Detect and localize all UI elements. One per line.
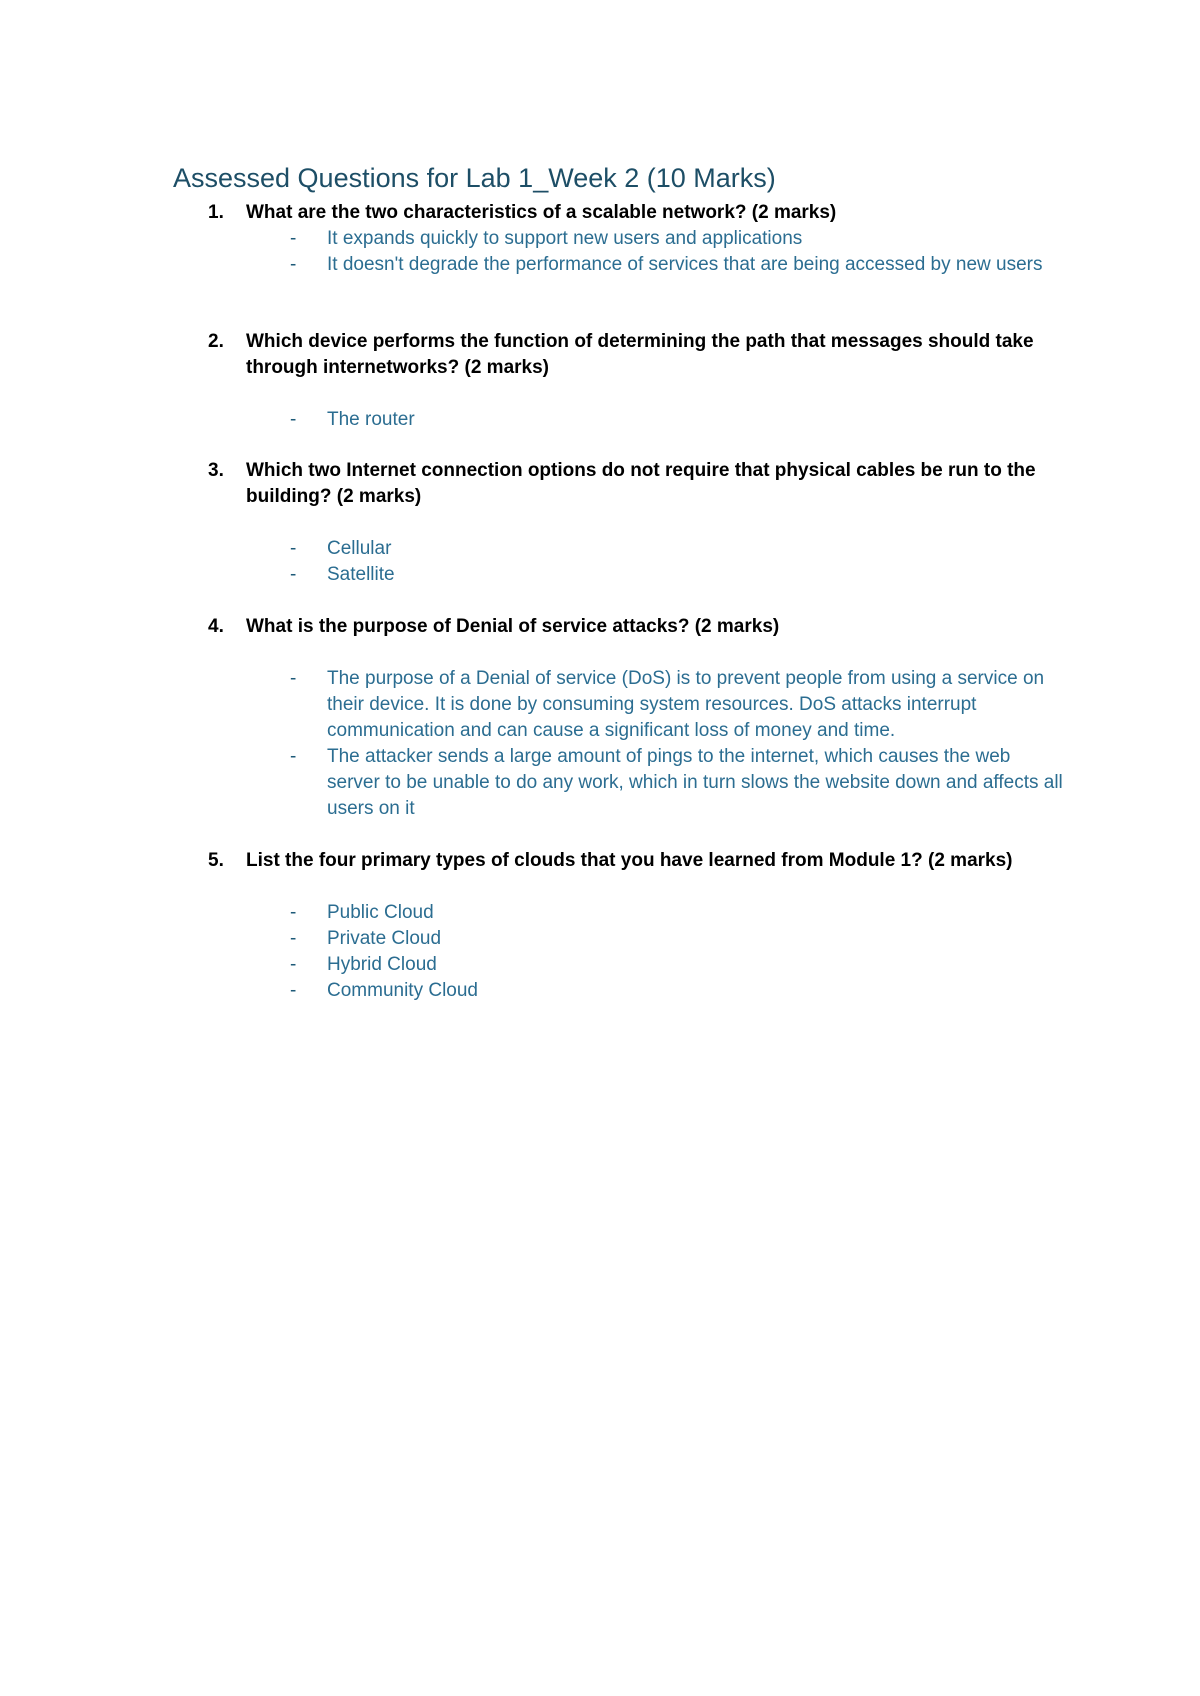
bullet-dash: -	[290, 409, 297, 430]
question-number: 2.	[208, 331, 224, 352]
bullet-dash: -	[290, 746, 297, 767]
answer-text: It doesn't degrade the performance of services that are being accessed by new users	[327, 254, 1043, 275]
answer-text: Cellular	[327, 538, 392, 559]
bullet-dash: -	[290, 928, 297, 949]
answer-text: Satellite	[327, 564, 395, 585]
question-number: 5.	[208, 850, 224, 871]
answer-text: It expands quickly to support new users and applications	[327, 228, 803, 249]
bullet-dash: -	[290, 902, 297, 923]
bullet-dash: -	[290, 538, 297, 559]
answer-text: Community Cloud	[327, 980, 478, 1001]
question-text: Which two Internet connection options do not require that physical cables be run to the building? (2 marks)	[246, 460, 1036, 507]
answer-text: The purpose of a Denial of service (DoS) is to prevent people from using a service on their device. It is done by consuming system resources. DoS attacks interrupt communication and can cause a significant loss of money and time.	[327, 668, 1045, 741]
document-title: Assessed Questions for Lab 1_Week 2 (10 Marks)	[173, 163, 776, 193]
bullet-dash: -	[290, 564, 297, 585]
bullet-dash: -	[290, 254, 297, 275]
answer-text: Hybrid Cloud	[327, 954, 437, 975]
answer-text: The router	[327, 409, 415, 430]
question-number: 1.	[208, 202, 224, 223]
question-text: What is the purpose of Denial of service attacks? (2 marks)	[246, 616, 780, 637]
answer-text: Public Cloud	[327, 902, 434, 923]
question-text: Which device performs the function of determining the path that messages should take through internetworks? (2 marks)	[246, 331, 1034, 378]
bullet-dash: -	[290, 980, 297, 1001]
question-number: 3.	[208, 460, 224, 481]
bullet-dash: -	[290, 668, 297, 689]
question-number: 4.	[208, 616, 224, 637]
answer-text: The attacker sends a large amount of pings to the internet, which causes the web server to be unable to do any work, which in turn slows the website down and affects all users on it	[327, 746, 1063, 819]
question-text: What are the two characteristics of a scalable network? (2 marks)	[246, 202, 837, 223]
answer-text: Private Cloud	[327, 928, 442, 949]
bullet-dash: -	[290, 228, 297, 249]
question-text: List the four primary types of clouds that you have learned from Module 1? (2 marks)	[246, 850, 1013, 871]
bullet-dash: -	[290, 954, 297, 975]
